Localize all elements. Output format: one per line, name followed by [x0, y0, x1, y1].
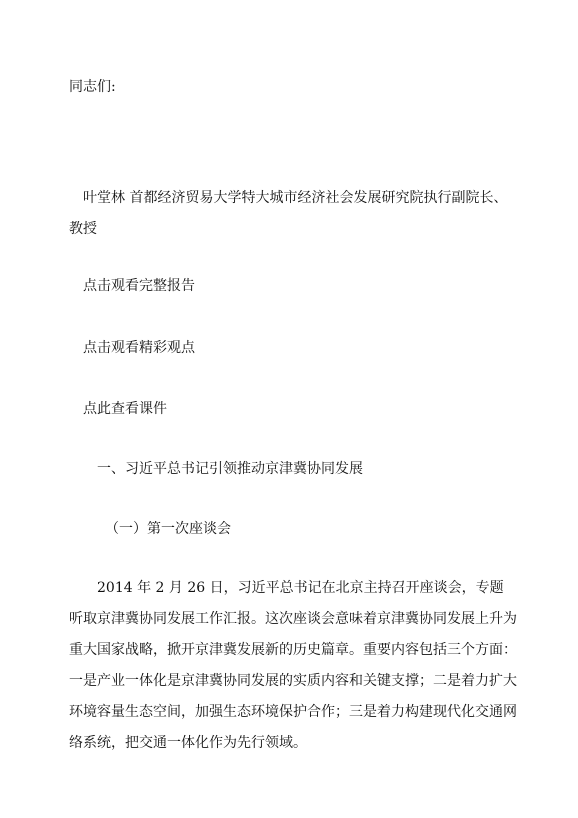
section-heading: 一、习近平总书记引领推动京津冀协同发展	[97, 461, 363, 477]
highlights-link[interactable]: 点击观看精彩观点	[83, 340, 195, 356]
author-line: 叶堂林 首都经济贸易大学特大城市经济社会发展研究院执行副院长、教授	[69, 190, 508, 237]
full-report-link[interactable]: 点击观看完整报告	[83, 278, 195, 294]
body-paragraph: 2014 年 2 月 26 日，习近平总书记在北京主持召开座谈会，专题听取京津冀协同发展工作汇报。这次座谈会意味着京津冀协同发展上升为重大国家战略，掀开京津冀发展新的历史篇章。重要内容包括三个方面：一是产业一体化是京津冀协同发展的实质内容和关键支撑；二是着力扩大环境容量生态空间，加强生态环境保护合作；三是着力构建现代化交通网络系统，把交通一体化作为先行领域。	[69, 580, 517, 751]
courseware-link[interactable]: 点此查看课件	[83, 401, 167, 417]
greeting-text: 同志们:	[69, 79, 116, 95]
subsection-heading: （一）第一次座谈会	[105, 521, 231, 537]
